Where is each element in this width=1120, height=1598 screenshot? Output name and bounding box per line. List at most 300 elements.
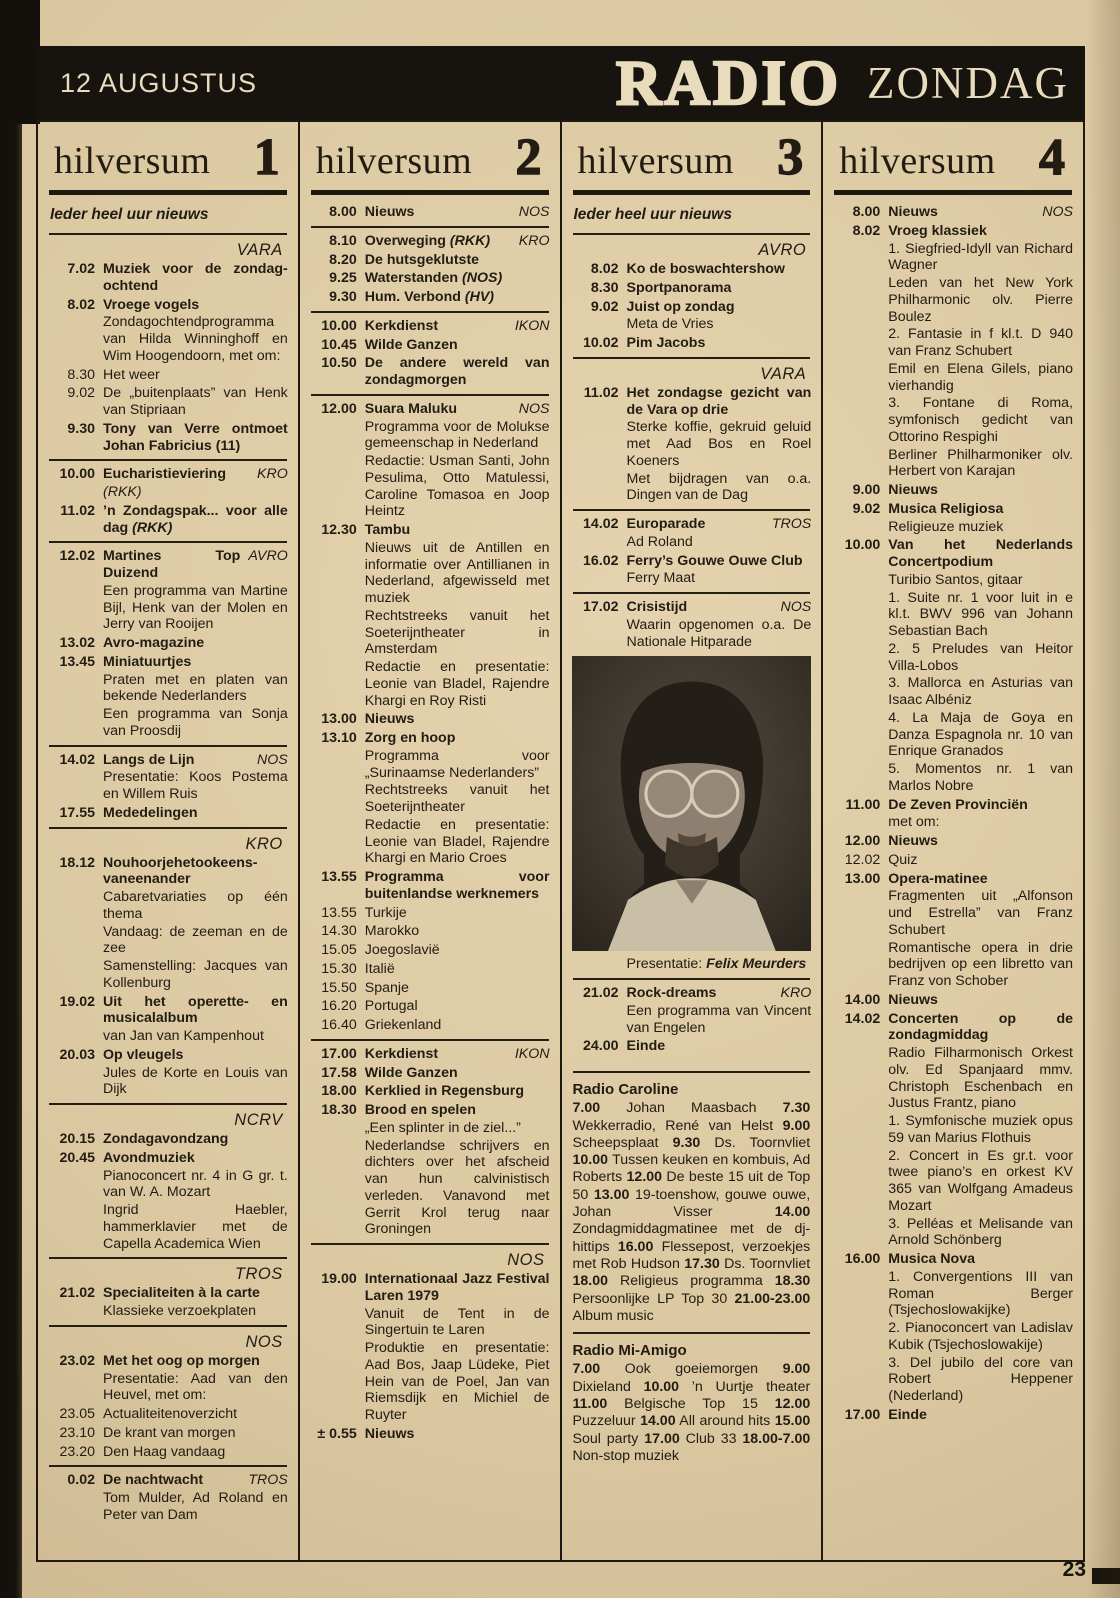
time-label: 14.02 bbox=[844, 1010, 881, 1027]
time-label: 15.05 bbox=[321, 942, 357, 959]
program-title: Martines Top Duizend bbox=[103, 548, 241, 582]
program-body bbox=[365, 318, 550, 335]
broadcaster-tag: KRO bbox=[780, 985, 812, 1002]
program-title-line bbox=[888, 852, 1073, 869]
time-label: 8.02 bbox=[852, 222, 881, 239]
program-title: Crisistijd bbox=[626, 599, 688, 616]
broadcaster-tag: AVRO bbox=[248, 548, 288, 565]
bold-text: 9.00 bbox=[782, 1117, 811, 1134]
time-label: 20.15 bbox=[59, 1131, 95, 1148]
time-label: 11.00 bbox=[845, 796, 881, 813]
broadcaster-tag: NOS bbox=[780, 599, 812, 616]
program-title-line bbox=[627, 553, 812, 570]
separator-rule bbox=[49, 1325, 287, 1327]
program-title: Uit het operette- en musicalalbum bbox=[103, 993, 288, 1027]
bold-text: 21.00-23.00 bbox=[734, 1290, 811, 1307]
program-row bbox=[572, 299, 812, 334]
program-description: Religieuze muziek bbox=[888, 518, 1004, 535]
program-title-line bbox=[365, 318, 550, 335]
program-row bbox=[48, 994, 288, 1045]
binding-strip bbox=[0, 0, 22, 1598]
program-title-line bbox=[888, 833, 1073, 850]
program-body bbox=[103, 654, 288, 740]
time-label: 13.55 bbox=[321, 869, 357, 886]
program-body bbox=[103, 1047, 288, 1098]
separator-rule bbox=[49, 1103, 287, 1105]
pirate-station-heading: Radio Caroline bbox=[572, 1081, 679, 1099]
program-body bbox=[627, 553, 812, 588]
program-title-line bbox=[365, 337, 550, 354]
broadcaster-label: VARA bbox=[760, 364, 807, 383]
time-label: 10.45 bbox=[321, 336, 357, 353]
bold-text: 7.00 bbox=[572, 1100, 601, 1117]
time-label: 12.30 bbox=[321, 522, 357, 539]
program-row bbox=[48, 1472, 288, 1523]
program-description: Vanuit de Tent in de Singertuin te Laren bbox=[364, 1305, 550, 1339]
program-title: De krant van morgen bbox=[103, 1424, 236, 1441]
program-row bbox=[833, 223, 1073, 480]
program-title: Eucharistieviering bbox=[103, 466, 227, 483]
page-number: 23 bbox=[1062, 1558, 1086, 1581]
station-header-rule bbox=[834, 190, 1072, 195]
program-title: Vroeg klassiek bbox=[888, 222, 987, 239]
page-corner-top-left bbox=[0, 0, 40, 124]
program-description: Rechtstreeks vanuit het Soeterijntheater in Amsterdam bbox=[364, 607, 550, 658]
time-label: 16.40 bbox=[321, 1017, 357, 1034]
program-row bbox=[310, 355, 550, 389]
program-title: Programma voor buitenlandse werknemers bbox=[364, 869, 550, 902]
program-title: Muziek voor de zondag-ochtend bbox=[103, 261, 288, 294]
program-title-line bbox=[103, 1150, 288, 1167]
program-description: Samenstelling: Jacques van Kollenburg bbox=[103, 958, 288, 991]
program-body bbox=[103, 261, 288, 295]
program-body bbox=[103, 503, 288, 537]
broadcaster-tag: TROS bbox=[771, 516, 812, 533]
program-body bbox=[365, 252, 550, 269]
program-title: Langs de Lijn bbox=[103, 751, 195, 768]
time-label: 8.00 bbox=[329, 204, 357, 221]
program-title: Suara Maluku bbox=[364, 400, 457, 417]
program-row bbox=[310, 1426, 550, 1443]
program-title: Marokko bbox=[364, 923, 420, 940]
time-label: 9.02 bbox=[67, 385, 95, 402]
program-title-line bbox=[627, 299, 812, 316]
program-title-line bbox=[365, 961, 550, 978]
program-title: Nieuws bbox=[888, 991, 938, 1008]
program-title-line bbox=[103, 421, 288, 455]
program-title-line bbox=[365, 1271, 550, 1305]
italic-text: (HV) bbox=[464, 289, 495, 306]
program-title: Vroege vogels bbox=[103, 296, 200, 313]
time-label: 18.00 bbox=[321, 1083, 357, 1100]
time-label: 8.00 bbox=[852, 204, 881, 221]
program-title-line bbox=[627, 1038, 812, 1055]
program-description: 4. La Maja de Goya en Danza Espagnola nr. 10 van Enrique Granados bbox=[888, 709, 1073, 760]
program-body bbox=[627, 985, 812, 1036]
time-label: 14.02 bbox=[59, 751, 95, 768]
program-row bbox=[48, 548, 288, 633]
time-label: 17.00 bbox=[321, 1045, 357, 1062]
time-label: 14.02 bbox=[582, 516, 619, 533]
program-row bbox=[48, 635, 288, 652]
program-description: Romantische opera in drie bedrijven op een libretto van Franz von Schober bbox=[888, 939, 1073, 990]
program-description: Ferry Maat bbox=[626, 570, 696, 587]
program-body bbox=[103, 421, 288, 455]
program-row bbox=[48, 855, 288, 992]
program-row bbox=[48, 654, 288, 740]
program-title: Nieuws bbox=[888, 833, 938, 850]
program-title-line bbox=[627, 599, 812, 616]
page-corner-bottom-right bbox=[1092, 1568, 1120, 1584]
program-row bbox=[833, 501, 1073, 536]
program-title: De Zeven Provinciën bbox=[888, 796, 1028, 813]
time-label: 15.30 bbox=[321, 960, 357, 977]
program-body bbox=[888, 204, 1073, 221]
program-title: Mededelingen bbox=[103, 804, 198, 821]
program-description: met om: bbox=[888, 814, 940, 831]
station-number: 4 bbox=[1039, 129, 1065, 186]
program-body bbox=[365, 1046, 550, 1063]
program-title: Wilde Ganzen bbox=[364, 336, 458, 353]
program-title-line bbox=[888, 1011, 1073, 1045]
program-description: Ad Roland bbox=[626, 533, 693, 550]
time-label: 17.58 bbox=[321, 1064, 357, 1081]
radio-logo: RADIO bbox=[616, 47, 842, 118]
italic-text: (RKK) bbox=[449, 232, 491, 249]
program-description: Met bijdragen van o.a. Dingen van de Dag bbox=[626, 470, 812, 504]
time-label: 9.00 bbox=[852, 482, 881, 499]
bold-text: 16.00 bbox=[617, 1238, 654, 1255]
program-title: Pim Jacobs bbox=[626, 335, 706, 352]
program-body bbox=[627, 516, 812, 551]
program-title-line bbox=[365, 233, 550, 250]
program-title-line bbox=[365, 1083, 550, 1100]
program-title: Overweging (RKK) bbox=[364, 232, 491, 249]
program-row bbox=[48, 752, 288, 803]
program-body bbox=[103, 466, 288, 501]
program-title: Het zondagse gezicht van de Vara op drie bbox=[626, 384, 812, 418]
program-title: Avro-magazine bbox=[103, 635, 205, 652]
separator-rule bbox=[49, 459, 287, 461]
program-title: Opera-matinee bbox=[888, 870, 988, 887]
program-row bbox=[833, 204, 1073, 221]
bold-text: 18.00-7.00 bbox=[742, 1430, 811, 1447]
program-title: Nouhoorjehetookeens-vaneenander bbox=[103, 854, 258, 888]
program-title: Portugal bbox=[364, 998, 418, 1015]
program-row bbox=[310, 252, 550, 269]
program-body bbox=[888, 833, 1073, 850]
time-label: 14.00 bbox=[844, 991, 881, 1008]
program-row bbox=[48, 1285, 288, 1320]
header-bar bbox=[36, 46, 1085, 120]
separator-rule bbox=[49, 745, 287, 747]
station-header-rule bbox=[573, 190, 811, 195]
program-row bbox=[310, 1271, 550, 1424]
program-body bbox=[888, 852, 1073, 869]
program-description: Meta de Vries bbox=[626, 316, 714, 333]
program-row bbox=[833, 1407, 1073, 1424]
program-row bbox=[310, 233, 550, 250]
program-title-line bbox=[365, 355, 550, 389]
program-body bbox=[365, 998, 550, 1015]
program-body bbox=[103, 1353, 288, 1404]
program-row bbox=[48, 385, 288, 419]
program-description: 5. Momentos nr. 1 van Marlos Nobre bbox=[888, 761, 1073, 794]
photo-caption: Presentatie: Felix Meurders bbox=[626, 956, 807, 973]
program-body bbox=[365, 942, 550, 959]
program-title: Kerklied in Regensburg bbox=[364, 1083, 524, 1100]
program-description: 3. Del jubilo del core van Robert Heppener (Nederland) bbox=[888, 1354, 1073, 1405]
program-title: Musica Nova bbox=[888, 1251, 975, 1268]
program-row bbox=[310, 923, 550, 940]
program-title-line bbox=[103, 385, 288, 419]
program-body bbox=[103, 367, 288, 384]
time-label: 16.20 bbox=[321, 998, 357, 1015]
hourly-news-note: Ieder heel uur nieuws bbox=[573, 206, 732, 224]
program-row bbox=[572, 553, 812, 588]
program-body bbox=[888, 1011, 1073, 1250]
program-title-line bbox=[103, 1285, 288, 1302]
program-row bbox=[833, 852, 1073, 869]
program-body bbox=[365, 1017, 550, 1034]
program-row bbox=[48, 367, 288, 384]
program-row bbox=[48, 1131, 288, 1148]
program-description: 2. 5 Preludes van Heitor Villa-Lobos bbox=[888, 640, 1073, 674]
program-body bbox=[365, 923, 550, 940]
station-header-rule bbox=[311, 190, 549, 195]
italic-text: (RKK) bbox=[132, 519, 173, 536]
program-title-line bbox=[888, 1251, 1073, 1268]
program-description: Een programma van Martine Bijl, Henk van der Molen en Jerry van Rooijen bbox=[103, 582, 288, 633]
program-title: ’n Zondagspak... voor alle dag (RKK) bbox=[103, 502, 288, 536]
program-title-line bbox=[365, 270, 550, 287]
program-description: Berliner Philharmoniker olv. Herbert von Karajan bbox=[888, 446, 1073, 480]
time-label: 17.00 bbox=[844, 1406, 881, 1423]
program-body bbox=[365, 1271, 550, 1424]
program-row bbox=[48, 503, 288, 537]
program-row bbox=[310, 1046, 550, 1063]
time-label: 18.30 bbox=[321, 1102, 357, 1119]
program-row bbox=[572, 1038, 812, 1055]
program-title: Nieuws bbox=[364, 1425, 415, 1442]
program-body bbox=[103, 1472, 288, 1523]
program-title: Den Haag vandaag bbox=[103, 1443, 226, 1460]
program-title: Concerten op de zondagmiddag bbox=[888, 1010, 1073, 1044]
program-title: Griekenland bbox=[364, 1017, 442, 1034]
program-description: Sterke koffie, gekruid geluid met Aad Bos en Roel Koeners bbox=[626, 419, 812, 469]
time-label: 8.10 bbox=[329, 232, 357, 249]
separator-rule bbox=[49, 1465, 287, 1467]
time-label: 10.00 bbox=[321, 317, 357, 334]
program-body bbox=[627, 335, 812, 352]
program-title-line bbox=[365, 522, 550, 539]
program-title: Zondagavondzang bbox=[103, 1131, 229, 1148]
program-title-line bbox=[103, 1047, 288, 1064]
time-label: 23.10 bbox=[59, 1424, 95, 1441]
bold-text: 17.30 bbox=[684, 1256, 720, 1272]
time-label: 13.55 bbox=[321, 904, 357, 921]
program-body bbox=[103, 855, 288, 992]
program-title-line bbox=[103, 1131, 288, 1148]
time-label: 16.00 bbox=[844, 1251, 881, 1268]
program-row bbox=[310, 522, 550, 709]
program-title: Nieuws bbox=[364, 204, 415, 221]
time-label: 21.02 bbox=[582, 985, 619, 1002]
station-name: hilversum bbox=[577, 140, 734, 183]
program-row bbox=[572, 335, 812, 352]
time-label: 15.50 bbox=[321, 979, 357, 996]
bold-text: 10.00 bbox=[572, 1152, 609, 1169]
program-body bbox=[365, 270, 550, 287]
program-row bbox=[572, 985, 812, 1036]
station-header bbox=[310, 129, 550, 186]
program-title-line bbox=[103, 635, 288, 652]
pirate-station-heading: Radio Mi-Amigo bbox=[572, 1342, 687, 1360]
broadcaster-tag: NOS bbox=[518, 400, 550, 417]
program-title: Ferry’s Gouwe Ouwe Club bbox=[626, 552, 803, 569]
program-row bbox=[48, 1047, 288, 1098]
program-body bbox=[103, 1131, 288, 1148]
program-description: 3. Pelléas et Melisande van Arnold Schönberg bbox=[888, 1215, 1073, 1249]
program-title-line bbox=[103, 994, 288, 1028]
program-title-line bbox=[627, 516, 812, 533]
program-row bbox=[310, 1102, 550, 1238]
program-description: 2. Concert in Es gr.t. voor twee piano’s en orkest KV 365 van Wolfgang Amadeus Mozart bbox=[888, 1147, 1073, 1214]
program-description: Een programma van Sonja van Proosdij bbox=[103, 706, 288, 739]
separator-rule bbox=[573, 1332, 811, 1334]
bold-text: 18.30 bbox=[774, 1273, 811, 1290]
program-row bbox=[833, 1011, 1073, 1250]
program-description: Presentatie: Koos Postema en Willem Ruis bbox=[103, 769, 288, 803]
italic-text: Felix Meurders bbox=[706, 956, 807, 973]
program-description: Redactie en presentatie: Leonie van Bladel, Rajendre Khargi en Roy Risti bbox=[364, 659, 550, 709]
separator-rule bbox=[573, 509, 811, 511]
pirate-station-schedule: 7.00 Johan Maasbach 7.30 Wekkerradio, René van Helst 9.00 Scheepsplaat 9.30 Ds. Toornvliet 10.00 Tussen keuken en kombuis, Ad Roberts 12.00 De beste 15 uit de Top 50 13.00 19-toenshow, gouwe ouwe, Johan Visser 14.00 Zondagmiddagmatinee met de dj-hittips 16.00 Flessepost, verzoekjes met Rob Hudson 17.30 Ds. Toornvliet 18.00 Religieus programma 18.30 Persoonlijke LP Top 30 21.00-23.00 Album music bbox=[572, 1100, 811, 1324]
program-body bbox=[365, 289, 550, 306]
program-title: De hutsgeklutste bbox=[364, 251, 480, 268]
program-title-line bbox=[103, 1472, 288, 1489]
broadcaster-tag: KRO bbox=[257, 466, 288, 483]
program-description: Programma voor „Surinaamse Nederlanders” bbox=[364, 747, 550, 781]
italic-text: (RKK) bbox=[103, 484, 142, 501]
station-column-4 bbox=[823, 122, 1083, 1560]
program-title: Nieuws bbox=[364, 711, 415, 728]
program-description: „Een splinter in de ziel...” bbox=[364, 1119, 521, 1136]
separator-rule bbox=[311, 311, 549, 313]
program-row bbox=[48, 1150, 288, 1253]
program-title: Einde bbox=[888, 1406, 927, 1423]
program-title-line bbox=[365, 869, 550, 903]
program-row bbox=[48, 1425, 288, 1442]
program-body bbox=[365, 961, 550, 978]
program-body bbox=[103, 1406, 288, 1423]
program-title: Waterstanden (NOS) bbox=[364, 270, 503, 287]
time-label: 17.55 bbox=[59, 804, 95, 821]
program-title-line bbox=[888, 871, 1073, 888]
program-title: Juist op zondag bbox=[626, 298, 735, 315]
bold-text: 14.00 bbox=[774, 1204, 811, 1221]
program-description: Tom Mulder, Ad Roland en Peter van Dam bbox=[103, 1490, 288, 1523]
program-row bbox=[310, 337, 550, 354]
time-label: 8.20 bbox=[329, 251, 357, 268]
program-body bbox=[365, 522, 550, 709]
program-title: Quiz bbox=[888, 851, 918, 868]
program-description: Fragmenten uit „Alfonson und Estrella” van Franz Schubert bbox=[888, 888, 1073, 938]
station-header bbox=[48, 129, 288, 186]
bold-text: 15.00 bbox=[774, 1413, 811, 1430]
program-row bbox=[310, 204, 550, 221]
program-row bbox=[48, 261, 288, 295]
program-row bbox=[833, 1251, 1073, 1405]
program-title: Zorg en hoop bbox=[364, 730, 456, 747]
time-label: 17.02 bbox=[582, 599, 619, 616]
program-title: Joegoslavië bbox=[364, 942, 440, 959]
program-row bbox=[833, 833, 1073, 850]
program-title-line bbox=[365, 923, 550, 940]
program-title-line bbox=[365, 998, 550, 1015]
time-label: 13.00 bbox=[321, 711, 357, 728]
time-label: 23.02 bbox=[59, 1352, 95, 1369]
program-body bbox=[365, 355, 550, 389]
program-description: Een programma van Vincent van Engelen bbox=[626, 1002, 812, 1036]
time-label: 12.02 bbox=[59, 548, 95, 565]
program-title-line bbox=[365, 942, 550, 959]
time-label: 10.50 bbox=[321, 355, 357, 372]
bold-text: 10.00 bbox=[643, 1378, 680, 1395]
program-row bbox=[310, 942, 550, 959]
time-label: 10.02 bbox=[582, 335, 619, 352]
broadcaster-label: AVRO bbox=[758, 241, 807, 260]
bold-text: 13.00 bbox=[593, 1186, 630, 1203]
program-body bbox=[103, 805, 288, 822]
program-body bbox=[365, 204, 550, 221]
broadcaster-tag: IKON bbox=[514, 317, 550, 334]
program-body bbox=[888, 501, 1073, 536]
program-body bbox=[365, 1065, 550, 1082]
program-row bbox=[310, 270, 550, 287]
program-title-line bbox=[888, 482, 1073, 499]
program-row bbox=[572, 261, 812, 278]
program-description: 2. Fantasie in f kl.t. D 940 van Franz Schubert bbox=[888, 326, 1073, 360]
station-name: hilversum bbox=[839, 140, 996, 183]
program-title: Kerkdienst bbox=[364, 317, 439, 334]
bold-text: 14.00 bbox=[640, 1413, 676, 1430]
program-description bbox=[103, 484, 288, 501]
program-title: Spanje bbox=[364, 979, 409, 996]
separator-rule bbox=[573, 357, 811, 359]
time-label: ± 0.55 bbox=[317, 1425, 357, 1442]
program-body bbox=[365, 711, 550, 728]
time-label: 21.02 bbox=[59, 1285, 95, 1302]
program-description: Turibio Santos, gitaar bbox=[888, 571, 1023, 588]
bold-text: 9.30 bbox=[672, 1134, 701, 1151]
station-column-3 bbox=[562, 122, 824, 1560]
time-label: 20.03 bbox=[59, 1046, 95, 1063]
broadcaster-tag: IKON bbox=[514, 1045, 550, 1062]
program-title-line bbox=[888, 1407, 1073, 1424]
separator-rule bbox=[49, 827, 287, 829]
program-title: Nieuws bbox=[888, 204, 938, 221]
program-body bbox=[103, 1150, 288, 1253]
bold-text: 11.00 bbox=[572, 1395, 608, 1412]
program-body bbox=[103, 994, 288, 1045]
program-row bbox=[572, 599, 812, 650]
broadcaster-label: NOS bbox=[245, 1332, 283, 1351]
program-title-line bbox=[103, 1425, 288, 1442]
program-description: Ingrid Haebler, hammerklavier met de Capella Academica Wien bbox=[103, 1202, 288, 1252]
program-title-line bbox=[103, 805, 288, 822]
station-number: 3 bbox=[777, 129, 804, 186]
